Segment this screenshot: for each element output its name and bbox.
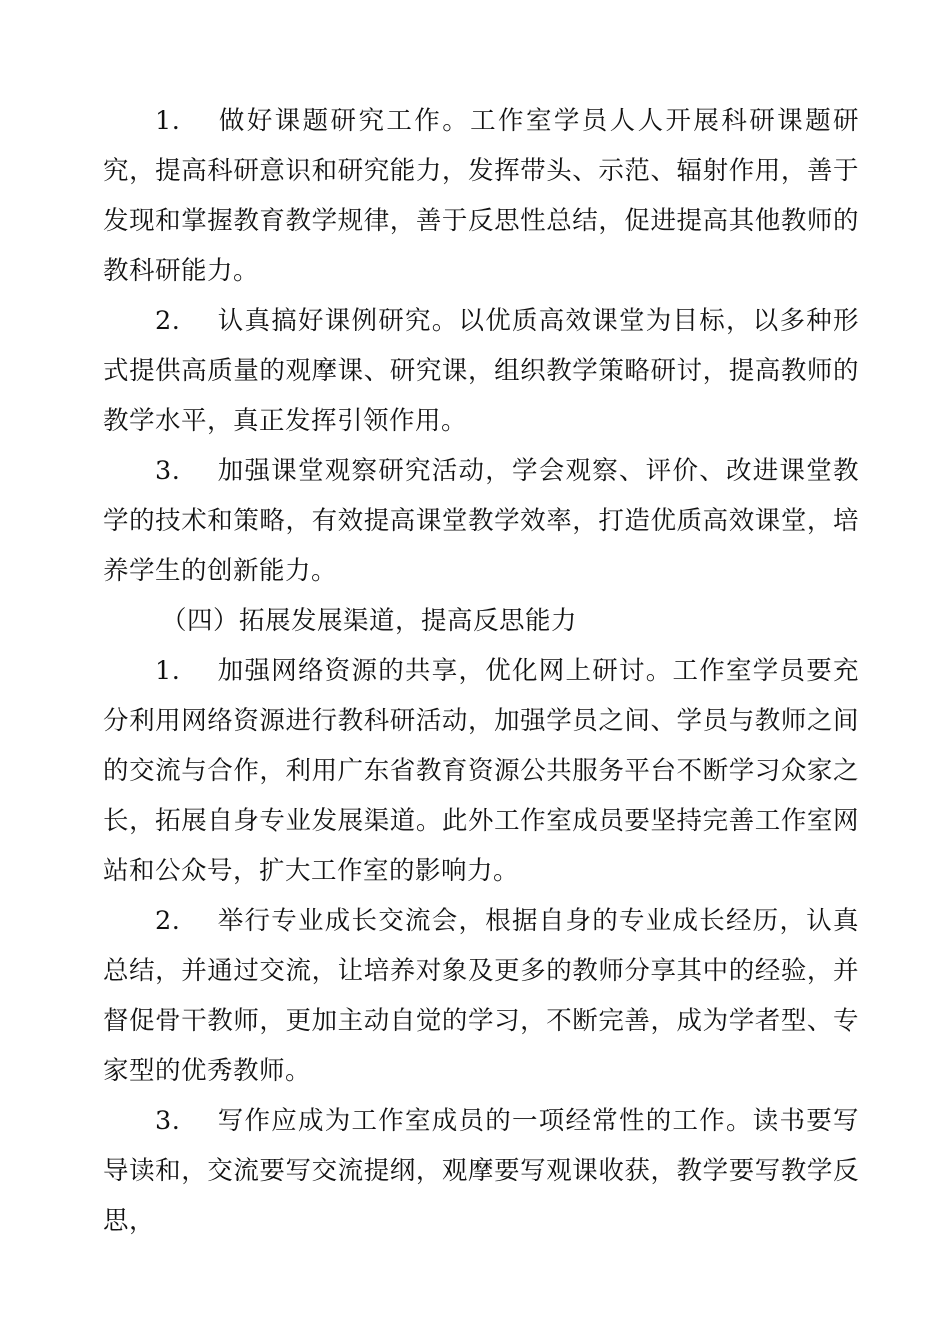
- paragraph-number: 1.: [155, 656, 181, 686]
- paragraph-text: 举行专业成长交流会，根据自身的专业成长经历，认真总结，并通过交流，让培养对象及更多的教师分享其中的经验，并督促骨干教师，更加主动自觉的学习，不断完善，成为学者型、专家型的优秀教师。: [103, 906, 859, 1086]
- paragraph-number: 2.: [155, 906, 181, 936]
- paragraph-text: 做好课题研究工作。工作室学员人人开展科研课题研究，提高科研意识和研究能力，发挥带头、示范、辐射作用，善于发现和掌握教育教学规律，善于反思性总结，促进提高其他教师的教科研能力。: [103, 106, 859, 286]
- paragraph-text: 加强课堂观察研究活动，学会观察、评价、改进课堂教学的技术和策略，有效提高课堂教学效率，打造优质高效课堂，培养学生的创新能力。: [103, 456, 859, 586]
- paragraph-item-2: [103, 296, 859, 446]
- paragraph-item-4: [103, 646, 859, 896]
- paragraph-text: 认真搞好课例研究。以优质高效课堂为目标，以多种形式提供高质量的观摩课、研究课，组织教学策略研讨，提高教师的教学水平，真正发挥引领作用。: [103, 306, 859, 436]
- paragraph-item-6: [103, 1096, 859, 1246]
- paragraph-number: 1.: [155, 106, 181, 136]
- paragraph-text: 写作应成为工作室成员的一项经常性的工作。读书要写导读和，交流要写交流提纲，观摩要写观课收获，教学要写教学反思，: [103, 1106, 859, 1236]
- document-body: [103, 96, 859, 1246]
- paragraph-text: 加强网络资源的共享，优化网上研讨。工作室学员要充分利用网络资源进行教科研活动，加强学员之间、学员与教师之间的交流与合作，利用广东省教育资源公共服务平台不断学习众家之长，拓展自身专业发展渠道。此外工作室成员要坚持完善工作室网站和公众号，扩大工作室的影响力。: [103, 656, 859, 886]
- paragraph-number: 2.: [155, 306, 181, 336]
- paragraph-item-3: [103, 446, 859, 596]
- section-heading: （四）拓展发展渠道，提高反思能力: [161, 606, 578, 636]
- paragraph-number: 3.: [155, 456, 181, 486]
- paragraph-item-5: [103, 896, 859, 1096]
- paragraph-item-1: [103, 96, 859, 296]
- paragraph-number: 3.: [155, 1106, 181, 1136]
